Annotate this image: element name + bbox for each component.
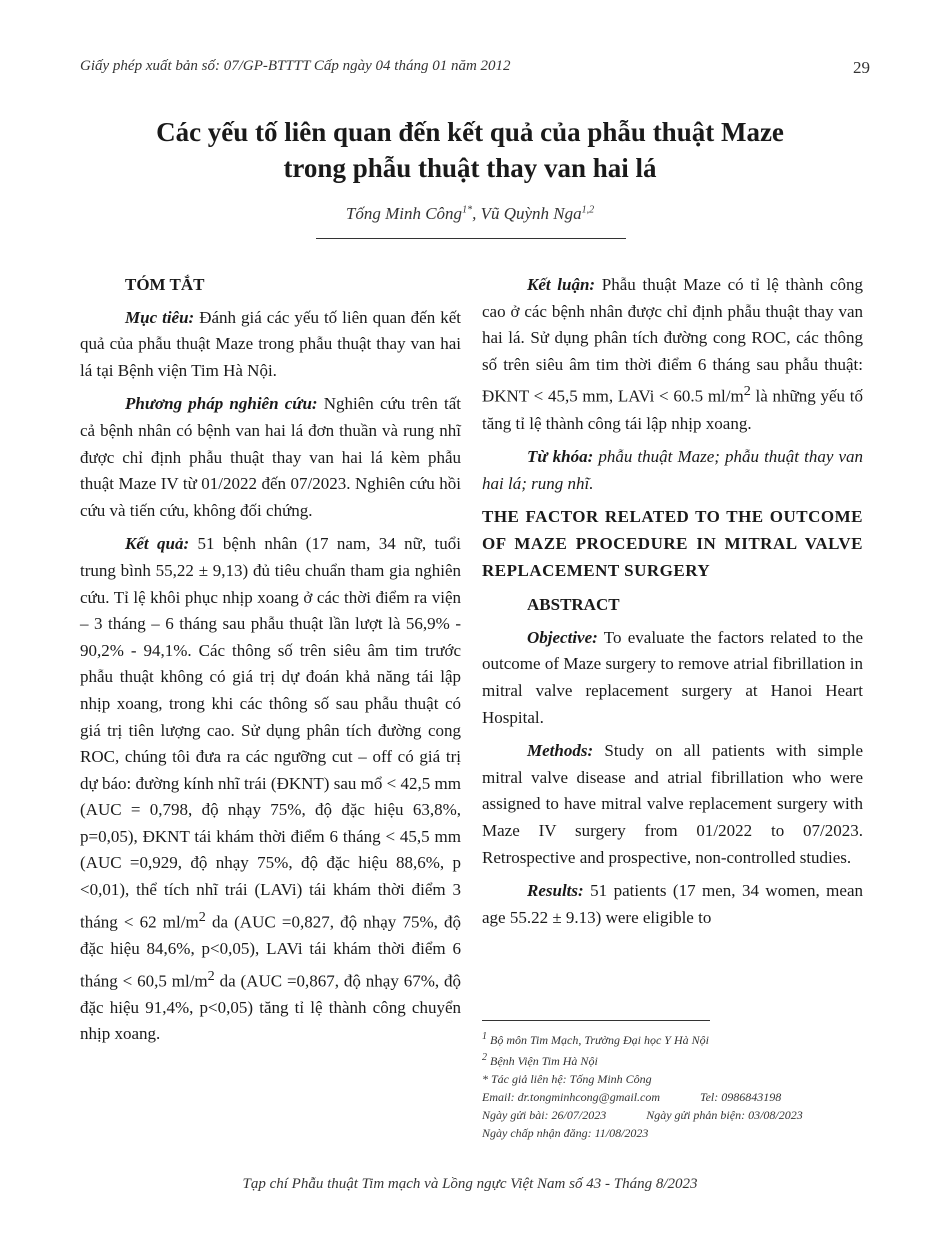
title-line-1: Các yếu tố liên quan đến kết quả của phẫu thuật Maze [156, 117, 784, 147]
en-abstract-heading: ABSTRACT [527, 595, 620, 615]
en-results-label: Results: [527, 881, 584, 901]
footnote-contact [482, 1088, 872, 1106]
english-title: THE FACTOR RELATED TO THE OUTCOME OF MAZE PROCEDURE IN MITRAL VALVE REPLACEMENT SURGERY [482, 507, 863, 580]
en-methods-label: Methods: [527, 741, 594, 761]
en-results-text: 51 patients (17 men, 34 women, mean age 55.22 ± 9.13) were eligible to [482, 881, 863, 927]
affil-1-mark: 1 [482, 1031, 487, 1042]
vn-results-sup-1: 2 [198, 908, 206, 925]
vn-results-label: Kết quả: [125, 534, 190, 554]
author-2-affil: 1,2 [581, 204, 595, 216]
vn-objective-text: Đánh giá các yếu tố liên quan đến kết quả của phẫu thuật Maze trong phẫu thuật thay van hai lá tại Bệnh viện Tim Hà Nội. [80, 307, 461, 380]
vn-conclusion [482, 272, 863, 437]
vn-conclusion-text-b: là những yếu tố tăng tỉ lệ thành công tái lập nhịp xoang. [482, 387, 863, 433]
en-objective-text: To evaluate the factors related to the outcome of Maze surgery to remove atrial fibrillation in mitral valve replacement surgery at Hanoi Heart Hospital. [482, 627, 863, 727]
license-line: Giấy phép xuất bản số: 07/GP-BTTTT Cấp ngày 04 tháng 01 năm 2012 [80, 58, 511, 74]
affil-2-text: Bệnh Viện Tim Hà Nội [487, 1054, 598, 1068]
title-divider [316, 238, 626, 239]
vn-keywords [482, 444, 863, 497]
author-2: Vũ Quỳnh Nga [480, 204, 582, 223]
affil-2-mark: 2 [482, 1052, 487, 1063]
author-1: Tống Minh Công [345, 204, 463, 223]
date-review: Ngày gửi phản biện: 03/08/2023 [646, 1108, 803, 1122]
vn-conclusion-label: Kết luận: [527, 275, 596, 294]
en-methods [482, 738, 863, 871]
vn-methods-text: Nghiên cứu trên tất cả bệnh nhân có bệnh van hai lá đơn thuần và rung nhĩ được chỉ định phẫu thuật thay van hai lá kèm phẫu thuật Maze IV từ 01/2022 đến 07/2023. Nghiên cứu hồi cứu và tiến cứu, không đối chứng. [80, 394, 461, 520]
en-results [482, 878, 863, 931]
affil-1-text: Bộ môn Tim Mạch, Trường Đại học Y Hà Nội [487, 1033, 709, 1047]
left-column [80, 272, 461, 1055]
vn-results [80, 531, 461, 1048]
date-received: Ngày gửi bài: 26/07/2023 [482, 1108, 607, 1122]
vn-methods-label: Phương pháp nghiên cứu: [125, 394, 318, 414]
vn-results-text-c: da (AUC =0,867, độ nhạy 67%, độ đặc hiệu 91,4%, p<0,05) tăng tỉ lệ thành công chuyển nhịp xoang. [80, 971, 461, 1044]
footnote-affil-2 [482, 1049, 872, 1070]
vn-conclusion-text-a: Phẫu thuật Maze có tỉ lệ thành công cao ở các bệnh nhân được chỉ định phẫu thuật thay van hai lá. Sử dụng phân tích đường cong ROC, các thông số trên siêu âm tim thời điểm 6 tháng sau phẫu thuật: ĐKNT < 45,5 mm, LAVi < 60.5 ml/m [482, 275, 863, 407]
vn-methods [80, 391, 461, 524]
author-list [80, 204, 860, 224]
en-objective-label: Objective: [527, 627, 598, 647]
right-column [482, 272, 863, 938]
contact-tel: Tel: 0986843198 [700, 1090, 782, 1104]
footnotes [482, 1028, 872, 1142]
author-separator: , [472, 204, 481, 223]
en-objective [482, 625, 863, 731]
vn-objective-label: Mục tiêu: [125, 307, 195, 327]
footnote-corresponding: * Tác giả liên hệ: Tống Minh Công [482, 1072, 652, 1086]
footnote-affil-1 [482, 1028, 872, 1049]
vn-conclusion-sup: 2 [743, 383, 751, 400]
vn-keywords-text: phẫu thuật Maze; phẫu thuật thay van hai lá; rung nhĩ. [482, 447, 863, 493]
footnote-dates [482, 1106, 872, 1124]
vn-results-text-b: da (AUC =0,827, độ nhạy 75%, độ đặc hiệu 84,6%, p<0,05), LAVi tái khám thời điểm 6 tháng < 60,5 ml/m [80, 912, 462, 991]
vn-results-text-a: 51 bệnh nhân (17 nam, 34 nữ, tuổi trung bình 55,22 ± 9,13) đủ tiêu chuẩn tham gia nghiên cứu. Tỉ lệ khôi phục nhịp xoang ở các thời điểm ra viện – 3 tháng – 6 tháng sau phẫu thuật lần lượt là 56,9% - 90,2% - 94,1%. Các thông số trên siêu âm tim trước phẫu thuật không có giá trị dự đoán khả năng tái lập nhịp xoang, trong khi các thông số sau phẫu thuật có giá trị tiên lượng cao. Sử dụng phân tích đường cong ROC, chúng tôi đưa ra các ngưỡng cut – off có giá trị dự báo: đường kính nhĩ trái (ĐKNT) sau mổ < 42,5 mm (AUC = 0,798, độ nhạy 75%, độ đặc hiệu 63,8%, p=0,05), ĐKNT tái khám thời điểm 6 tháng < 45,5 mm (AUC =0,929, độ nhạy 75%, độ đặc hiệu 88,6%, p <0,01), thể tích nhĩ trái (LAVi) tái khám thời điểm 3 tháng < 62 ml/m [80, 534, 461, 932]
vn-results-sup-2: 2 [207, 967, 215, 984]
vn-abstract-heading: TÓM TẮT [125, 275, 205, 294]
author-1-affil: 1* [462, 204, 473, 216]
vn-keywords-label: Từ khóa: [527, 447, 594, 467]
footnote-accepted: Ngày chấp nhận đăng: 11/08/2023 [482, 1126, 649, 1140]
article-title [80, 114, 860, 186]
page-number: 29 [853, 58, 870, 77]
running-head [80, 58, 870, 75]
contact-email: Email: dr.tongminhcong@gmail.com [482, 1090, 661, 1104]
en-methods-text: Study on all patients with simple mitral valve disease and atrial fibrillation who were assigned to have mitral valve replacement surgery with Maze IV surgery from 01/2022 to 07/2023. Retrospective and prospective, non-controlled studies. [482, 741, 863, 867]
journal-footer: Tạp chí Phẫu thuật Tim mạch và Lồng ngực Việt Nam số 43 - Tháng 8/2023 [242, 1176, 698, 1192]
footnote-divider [482, 1020, 710, 1021]
vn-objective [80, 305, 461, 385]
title-line-2: trong phẫu thuật thay van hai lá [283, 153, 657, 183]
